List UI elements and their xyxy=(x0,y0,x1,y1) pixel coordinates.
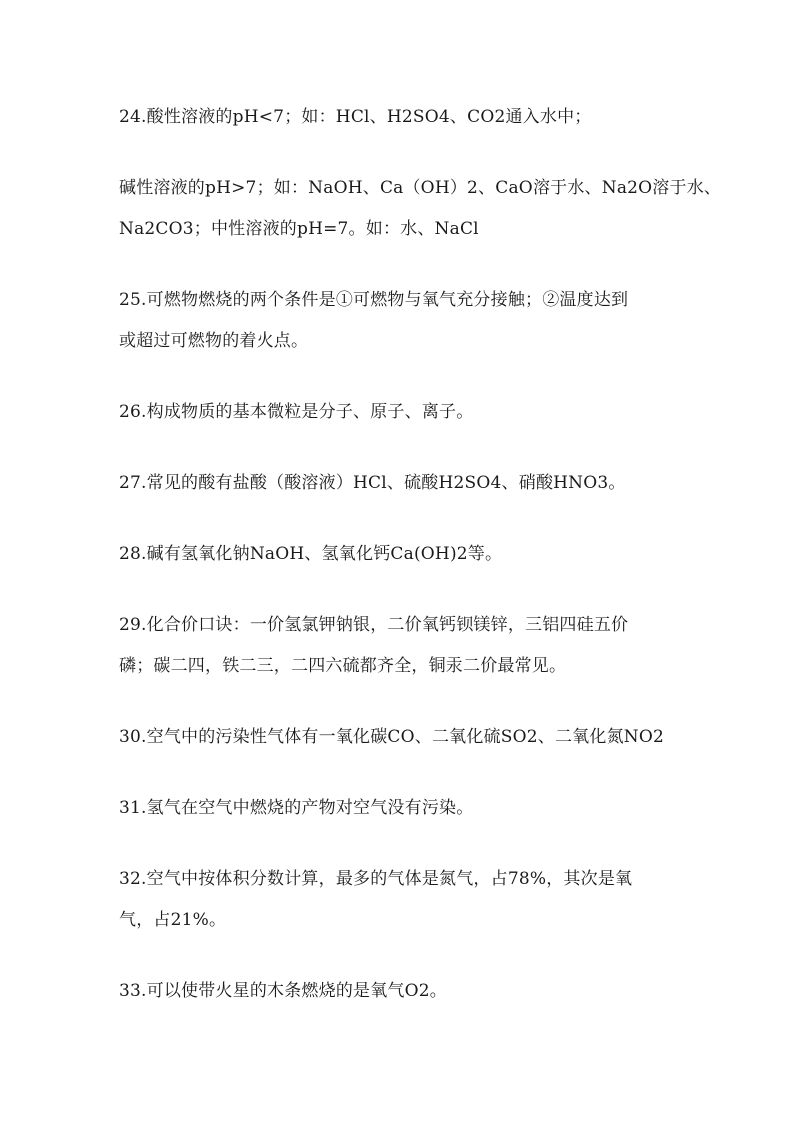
item-25-line-2: 或超过可燃物的着火点。 xyxy=(119,331,309,351)
item-28-line-1: 28.碱有氢氧化钠NaOH、氢氧化钙Ca(OH)2等。 xyxy=(119,544,503,564)
item-32-line-2: 气，占21%。 xyxy=(119,910,227,930)
item-24-line-3: Na2CO3；中性溶液的pH=7。如：水、NaCl xyxy=(119,219,479,239)
item-33-line-1: 33.可以使带火星的木条燃烧的是氧气O2。 xyxy=(119,981,447,1001)
item-26-line-1: 26.构成物质的基本微粒是分子、原子、离子。 xyxy=(119,402,474,422)
item-29-line-1: 29.化合价口诀：一价氢氯钾钠银，二价氧钙钡镁锌，三铝四硅五价 xyxy=(119,615,629,635)
item-30-line-1: 30.空气中的污染性气体有一氧化碳CO、二氧化硫SO2、二氧化氮NO2 xyxy=(119,727,665,747)
item-29-line-2: 磷；碳二四，铁二三，二四六硫都齐全，铜汞二价最常见。 xyxy=(119,656,567,676)
item-25-line-1: 25.可燃物燃烧的两个条件是①可燃物与氧气充分接触；②温度达到 xyxy=(119,290,629,310)
item-31-line-1: 31.氢气在空气中燃烧的产物对空气没有污染。 xyxy=(119,798,474,818)
item-27-line-1: 27.常见的酸有盐酸（酸溶液）HCl、硫酸H2SO4、硝酸HNO3。 xyxy=(119,473,626,493)
item-24-line-2: 碱性溶液的pH>7；如：NaOH、Ca（OH）2、CaO溶于水、Na2O溶于水、 xyxy=(119,178,722,198)
item-24-line-1: 24.酸性溶液的pH<7；如：HCl、H2SO4、CO2通入水中； xyxy=(119,107,592,127)
item-32-line-1: 32.空气中按体积分数计算，最多的气体是氮气，占78%，其次是氧 xyxy=(119,869,633,889)
